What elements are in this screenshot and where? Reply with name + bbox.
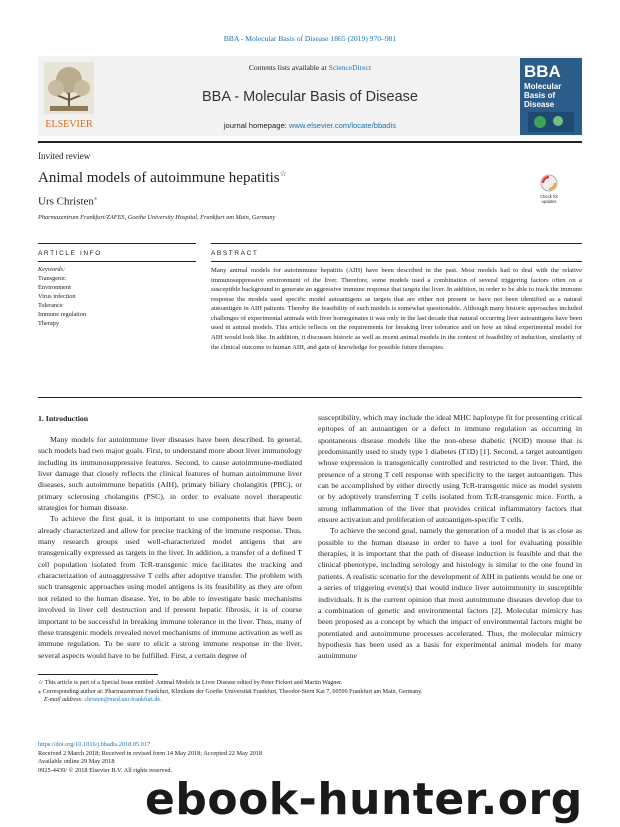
footnote-special-issue: ☆ This article is part of a Special Issue entitled: Animal Models in Liver Disease edited by Peter Fickert and Martin Wagner. [38, 680, 343, 686]
article-info-rule-top [38, 243, 196, 244]
footnote-email [38, 696, 582, 705]
paragraph: To achieve the first goal, it is important to use components that have been already characterized and allow for precise tracking of the immune response. Thus, many research groups used well-characterized model antigens that are transgenically expressed as targets in the liver. In addition, a transfer of a defined T cell population isolated from TcR-transgenic mice facilitates the tracking and characterization of autoaggressive T cells after adoptive transfer. The problem with such transgenic approaches using model antigens is its feasibility as they are often not related to the human disease. Yet, to be able to investigate basic mechanisms involved in liver cell destruction and if present hepatic fibrosis, it is of course important to be successful in breaking immune tolerance in the liver. Thus, many of these transgenic models revealed novel mechanisms of immune activation as well as immune regulation. To be sure to elicit a strong immune response in the liver, several aspects would have to be fulfilled. First, a certain degree of [38, 514, 302, 660]
watermark: ebook-hunter.org [145, 774, 583, 825]
keyword-item: Tolerance [38, 302, 63, 309]
footnotes [38, 679, 582, 705]
homepage-prefix: journal homepage: [223, 121, 289, 130]
keyword-item: Immune regulation [38, 311, 87, 318]
paragraph: susceptibility, which may include the ideal MHC haplotype fit for presenting critical epitopes of an autoantigen or a defect in immune regulation as occurring in spontaneous disease models like the non-obese diabetic (NOD) mouse that is predominantly used to study type 1 diabetes (T1D) [1]. Second, a target autoantigen whose expression is transgenically controlled and restricted to the liver. Third, the presence of a strong T cell response with specificity to the target autoantigen. This can be accomplished by either directly using TcR-transgenic mice as model system or by adoptively transferring T cells isolated from TcR-transgenic mice. Forth, a strong inflammation of the liver that provides critical inflammatory factors that ensure activation and proliferation of autoantigen-specific T cells. [318, 413, 582, 525]
cover-title-2: Molecular [524, 82, 562, 91]
check-updates-line2: updates [541, 199, 557, 204]
paragraph: Many models for autoimmune liver diseases have been described. In general, such models had two major goals. First, to understand more about liver immunology including its immunosuppressive features. Second, to cause autoimmune-mediated liver damage that closely reflects the clinical features of human autoimmune liver diseases, such autoimmune hepatitis (AIH), primary biliary cholangitis (PBC), or primary sclerosing cholangitis (PSC), in order to evaluate novel therapeutic strategies for human disease. [38, 435, 302, 513]
cover-title-4: Disease [524, 100, 555, 109]
header-rule [38, 141, 582, 143]
publication-info [38, 741, 262, 775]
footnote-corresponding-author: ⁎ Corresponding author at: Pharmazentrum Frankfurt, Klinikum der Goethe Universität Frankfurt, Theodor-Stern Kai 7, 60590 Frankfurt am Main, Germany. [38, 688, 423, 695]
article-title [38, 169, 287, 187]
article-type: Invited review [38, 151, 91, 161]
journal-cover-image [520, 58, 582, 135]
author-name[interactable]: Urs Christen [38, 195, 94, 208]
keyword-item: Environment [38, 284, 71, 291]
received-dates: Received 2 March 2018; Received in revised form 14 May 2018; Accepted 22 May 2018 [38, 749, 263, 757]
abstract-rule-top [211, 243, 582, 244]
cover-artwork [528, 112, 574, 132]
journal-name: BBA - Molecular Basis of Disease [202, 89, 418, 105]
abstract-heading: ABSTRACT [211, 250, 259, 257]
cover-title-1: BBA [524, 62, 561, 81]
contents-prefix: Contents lists available at [248, 63, 329, 72]
email-label: E-mail address: [44, 697, 85, 704]
keywords-list [38, 274, 86, 328]
author-footnote-mark[interactable]: ⁎ [93, 194, 98, 202]
footnote-rule [38, 674, 158, 675]
abstract-rule-bottom [38, 397, 582, 398]
sciencedirect-link[interactable]: ScienceDirect [328, 63, 372, 72]
cover-title-3: Basis of [524, 91, 556, 100]
email-link[interactable]: christen@med.uni-frankfurt.de. [84, 697, 162, 704]
left-column [38, 434, 302, 661]
title-footnote-mark[interactable]: ☆ [279, 169, 287, 178]
keyword-item: Therapy [38, 320, 59, 327]
keywords-label: Keywords: [38, 266, 66, 273]
article-info-rule-mid [38, 261, 196, 262]
author-affiliation: Pharmazentrum Frankfurt/ZAFES, Goethe University Hospital, Frankfurt am Main, Germany [38, 214, 276, 221]
copyright: 0925-4439/ © 2018 Elsevier B.V. All rights reserved. [38, 766, 173, 774]
article-info-heading: ARTICLE INFO [38, 250, 102, 257]
journal-homepage-link[interactable]: www.elsevier.com/locate/bbadis [288, 121, 397, 130]
author-line [38, 194, 97, 208]
keyword-item: Transgenic [38, 275, 66, 282]
keyword-item: Virus infection [38, 293, 76, 300]
journal-citation[interactable]: BBA - Molecular Basis of Disease 1865 (2019) 970–981 [223, 34, 397, 43]
doi-link[interactable]: https://doi.org/10.1016/j.bbadis.2018.05.017 [38, 741, 151, 748]
available-online: Available online 29 May 2018 [38, 758, 115, 766]
article-title-text: Animal models of autoimmune hepatitis [38, 170, 280, 186]
abstract-rule-mid [211, 261, 582, 262]
check-for-updates-badge[interactable] [526, 172, 572, 206]
abstract-text: Many animal models for autoimmune hepatitis (AIH) have been described in the past. Most models had to deal with the relative immunosuppressive environment of the liver. Therefore, some models used a combination of several triggering factors often on a susceptible background to generate an aggressive immune response that targets the liver. In addition, in order to be able to track the immune response the models used specific model autoantigens as targets that are either not present or have not been identified as a natural autoantigen in AIH patients. Thereby the feasibility of such models is somewhat questionable. Although many historic approaches included challenges of experimental animals with liver homogenates it was only in the last decade that natural occurring liver autoantigens have been used in animal models. This article reflects on the requirements for breaking liver tolerance and on how an ideal experimental model for AIH would look like. In addition, it discusses historic as well as recent animal models in the context of feasibility of induction, similarity of the clinical outcome to human AIH, and gain of knowledge for possible future therapies. [211, 267, 582, 351]
publisher-logo-text: ELSEVIER [45, 119, 93, 130]
check-updates-line1: Check for [540, 194, 558, 199]
paragraph: To achieve the second goal, namely the generation of a model that is as close as possible to the human disease in order to have a tool for evaluating possible therapies, it is important that the path of disease induction is feasible and that the clinical phenotype, including serology and histology is similar to the one found in patients. A realistic scenario for the development of AIH in patients would be one or a series of triggering event(s) that would induce liver autoimmunity in susceptible individuals. It is the current opinion that most autoimmune diseases develop due to a combination of genetic and environmental factors [2]. Molecular mimicry has been proposed as a concept by which the impact of environmental factors might be potentiated and autoimmune processes accelerated. Thus, the molecular mimicry hypothesis has been used as a basis for experimental animal models for many autoimmune [318, 526, 582, 661]
section-heading-introduction: 1. Introduction [38, 414, 89, 423]
right-column [318, 412, 582, 662]
